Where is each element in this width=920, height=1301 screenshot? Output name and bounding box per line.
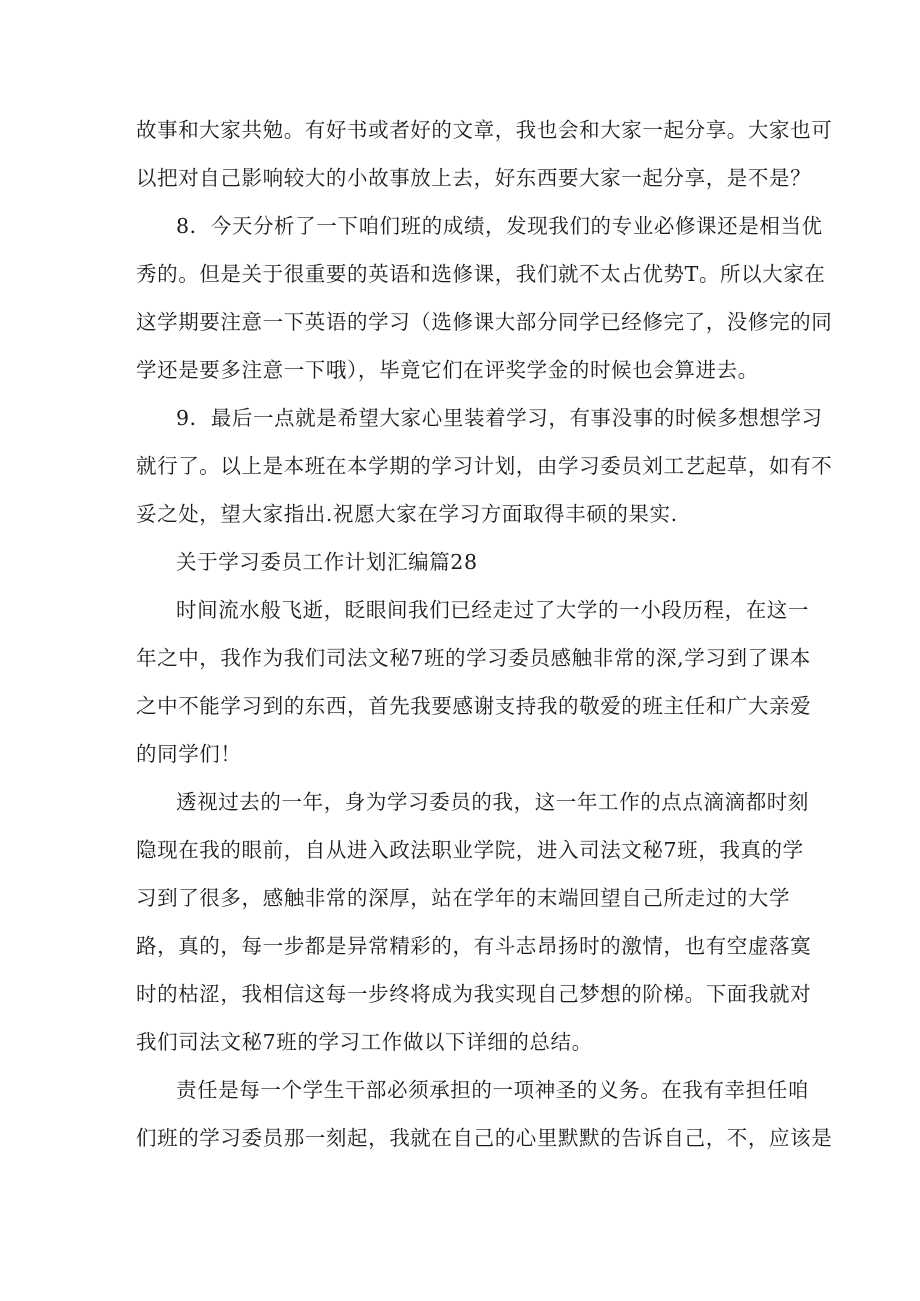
text-line: 这学期要注意一下英语的学习（选修课大部分同学已经修完了，没修完的同 xyxy=(136,310,833,334)
text-line: 习到了很多，感触非常的深厚，站在学年的末端回望自己所走过的大学 xyxy=(136,886,791,910)
text-line: 隐现在我的眼前，自从进入政法职业学院，进入司法文秘7班，我真的学 xyxy=(136,838,804,862)
text-line: 就行了。以上是本班在本学期的学习计划，由学习委员刘工艺起草，如有不 xyxy=(136,454,833,478)
text-line: 透视过去的一年，身为学习委员的我，这一年工作的点点滴滴都时刻 xyxy=(176,790,809,814)
text-line: 时间流水般飞逝，眨眼间我们已经走过了大学的一小段历程，在这一 xyxy=(176,598,809,622)
text-line: 年之中，我作为我们司法文秘7班的学习委员感触非常的深,学习到了课本 xyxy=(136,646,811,670)
text-line: 学还是要多注意一下哦），毕竟它们在评奖学金的时候也会算进去。 xyxy=(136,358,759,382)
text-line: 8．今天分析了一下咱们班的成绩，发现我们的专业必修课还是相当优 xyxy=(176,214,823,238)
text-line: 故事和大家共勉。有好书或者好的文章，我也会和大家一起分享。大家也可 xyxy=(136,118,833,142)
text-line: 责任是每一个学生干部必须承担的一项神圣的义务。在我有幸担任咱 xyxy=(176,1078,809,1102)
text-line: 们班的学习委员那一刻起，我就在自己的心里默默的告诉自己，不，应该是 xyxy=(136,1126,833,1150)
text-line: 之中不能学习到的东西，首先我要感谢支持我的敬爱的班主任和广大亲爱 xyxy=(136,694,812,718)
text-line: 妥之处，望大家指出.祝愿大家在学习方面取得丰硕的果实. xyxy=(136,502,678,526)
text-line: 的同学们！ xyxy=(136,742,242,766)
text-line: 时的枯涩，我相信这每一步终将成为我实现自己梦想的阶梯。下面我就对 xyxy=(136,982,812,1006)
text-line: 秀的。但是关于很重要的英语和选修课，我们就不太占优势T。所以大家在 xyxy=(136,262,826,286)
section-heading: 关于学习委员工作计划汇编篇28 xyxy=(176,550,478,574)
text-line: 路，真的，每一步都是异常精彩的，有斗志昂扬时的激情，也有空虚落寞 xyxy=(136,934,812,958)
text-line: 我们司法文秘7班的学习工作做以下详细的总结。 xyxy=(136,1030,593,1054)
text-line: 以把对自己影响较大的小故事放上去，好东西要大家一起分享，是不是？ xyxy=(136,166,812,190)
text-line: 9．最后一点就是希望大家心里装着学习，有事没事的时候多想想学习 xyxy=(176,406,823,430)
